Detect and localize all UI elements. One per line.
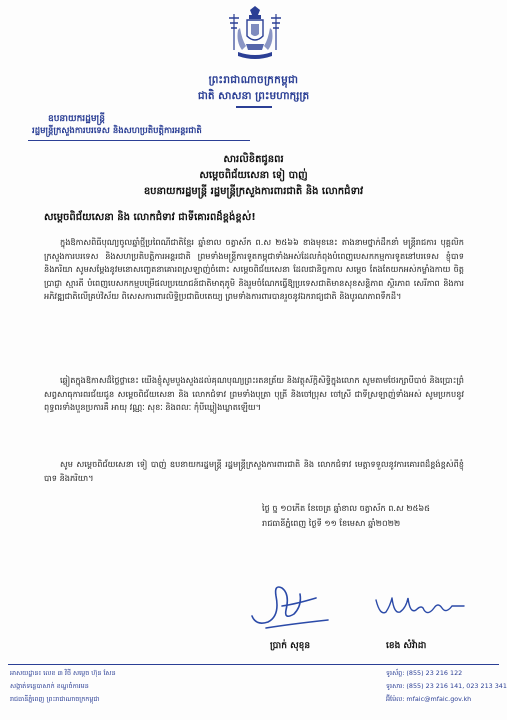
ornament-divider	[236, 106, 272, 108]
footer-fax: ទូរសារ: (855) 23 216 141, 023 213 341	[386, 682, 507, 690]
recipient-name-heading: សម្តេចពិជ័យសេនា ទៀ បាញ់	[199, 170, 308, 181]
signatory-name-2: ខេង សំវ៉ាដា	[386, 641, 427, 651]
salutation: សម្តេចពិជ័យសេនា និង លោកជំទាវ ជាទីគោរពដ៏ខ្ពង់ខ្ពស់!	[44, 212, 256, 223]
footer-email: អ៊ីម៉ែល: mfaic@mfaic.gov.kh	[386, 695, 472, 703]
office-title: ឧបនាយករដ្ឋមន្ត្រី	[48, 114, 105, 124]
body-paragraph-3: សូម សម្តេចពិជ័យសេនា ទៀ បាញ់ ឧបនាយករដ្ឋមន្ត្រី រដ្ឋមន្ត្រីក្រសួងការពារជាតិ និង លោកជំទាវ មេត្តាទទួលនូវការគោរពដ៏ខ្ពង់ខ្ពស់ពីខ្ញុំបាទ និងភរិយា។	[44, 459, 464, 483]
national-motto: ជាតិ សាសនា ព្រះមហាក្សត្រ	[197, 90, 310, 102]
body-paragraph-1: ក្នុងឱកាសពិធីបុណ្យចូលឆ្នាំថ្មីប្រពៃណីជាតិខ្មែរ ឆ្នាំខាល ចត្វាស័ក ព.ស ២៥៦៦ ខាងមុខនេះ តាងនាមថ្នាក់ដឹកនាំ មន្ត្រីរាជការ បុគ្គលិក ក្រសួងការបរទេស និងសហប្រតិបត្តិការអន្តរជាតិ ព្រមទាំងមន្ត្រីការទូតកម្ពុជាទាំងអស់ដែលកំពុងបំពេញបេសកកម្មការទូតនៅបរទេស ខ្ញុំបាទ និងភរិយា សូមសម្តែងនូវមនោសញ្ចេតនាគោរពស្រឡាញ់ចំពោះ សម្តេចពិជ័យសេនា ដែលជានិច្ចកាល សម្តេច តែងតែយកអស់កម្លាំងកាយ ចិត្ត ប្រាជ្ញា ស្មារតី បំពេញបេសកកម្មបម្រើផលប្រយោជន៍ជាតិមាតុភូមិ និងរួមចំណែកធ្វើឱ្យប្រទេសជាតិមានសុខសន្តិភាព ស្ថិរភាព សេរីភាព និងការអភិវឌ្ឍជាតិលើគ្រប់វិស័យ ពិសេសការពារលិទ្ធិប្រជាធិបតេយ្យ ព្រមទាំងការពារបានរួចនូវឯករាជ្យជាតិ និងបូរណភាពទឹកដី។	[44, 237, 464, 302]
royal-crest-icon	[222, 6, 288, 66]
body-paragraph-2: ឆ្លៀតក្នុងឱកាសដ៏ថ្លៃថ្លានេះ យើងខ្ញុំសូមបួងសួងដល់គុណបុណ្យព្រះរតនត្រ័យ និងវត្ថុស័ក្តិសិទ្ធិក្នុងលោក សូមតាមថែរក្សាបីបាច់ និងប្រោះព្រំសព្វសាធុការពរជ័យជូន សម្តេចពិជ័យសេនា និង លោកជំទាវ ព្រមទាំងបុត្រា បុត្រី និងចៅប្រុស ចៅស្រី ជាទីស្រឡាញ់ទាំងអស់ សូមប្រកបនូវពុទ្ធពរទាំងបួនប្រការគឺ អាយុ វណ្ណៈ សុខៈ និងពលៈ កុំបីឃ្លៀងឃ្លាតឡើយ។	[44, 375, 464, 413]
office-divider	[28, 140, 250, 141]
footer-divider	[8, 664, 499, 665]
lunar-date: ថ្ងៃ ច្ន ១០កើត ខែចេត្រ ឆ្នាំខាល ចត្វាស័ក ព.ស ២៥៦៥	[262, 503, 430, 513]
footer-phone: ទូរស័ព្ទ: (855) 23 216 122	[386, 669, 463, 677]
signature-2	[372, 590, 468, 624]
ministry-name: រដ្ឋមន្ត្រីក្រសួងការបរទេស និងសហប្រតិបត្តិការអន្តរជាតិ	[32, 126, 202, 136]
signatory-name-1: ប្រាក់ សុខុន	[270, 641, 311, 651]
signature-1	[246, 576, 332, 632]
footer-address-line-2: សង្កាត់ទន្លេបាសាក់ ខណ្ឌចំការមន	[10, 682, 89, 690]
solar-date: រាជធានីភ្នំពេញ ថ្ងៃទី ១១ ខែមេសា ឆ្នាំ២០២២	[262, 518, 401, 528]
letter-type-heading: សារលិខិតជូនពរ	[223, 154, 284, 165]
kingdom-heading: ព្រះរាជាណាចក្រកម្ពុជា	[208, 74, 299, 86]
recipient-position-heading: ឧបនាយករដ្ឋមន្ត្រី រដ្ឋមន្ត្រីក្រសួងការពារជាតិ និង លោកជំទាវ	[143, 186, 364, 197]
footer-address-line-3: រាជធានីភ្នំពេញ ព្រះរាជាណាចក្រកម្ពុជា	[10, 695, 100, 703]
footer-address-line-1: អាសយដ្ឋាន៖ លេខ ៣ វិថី សម្តេច ហ៊ុន សែន	[10, 669, 116, 677]
